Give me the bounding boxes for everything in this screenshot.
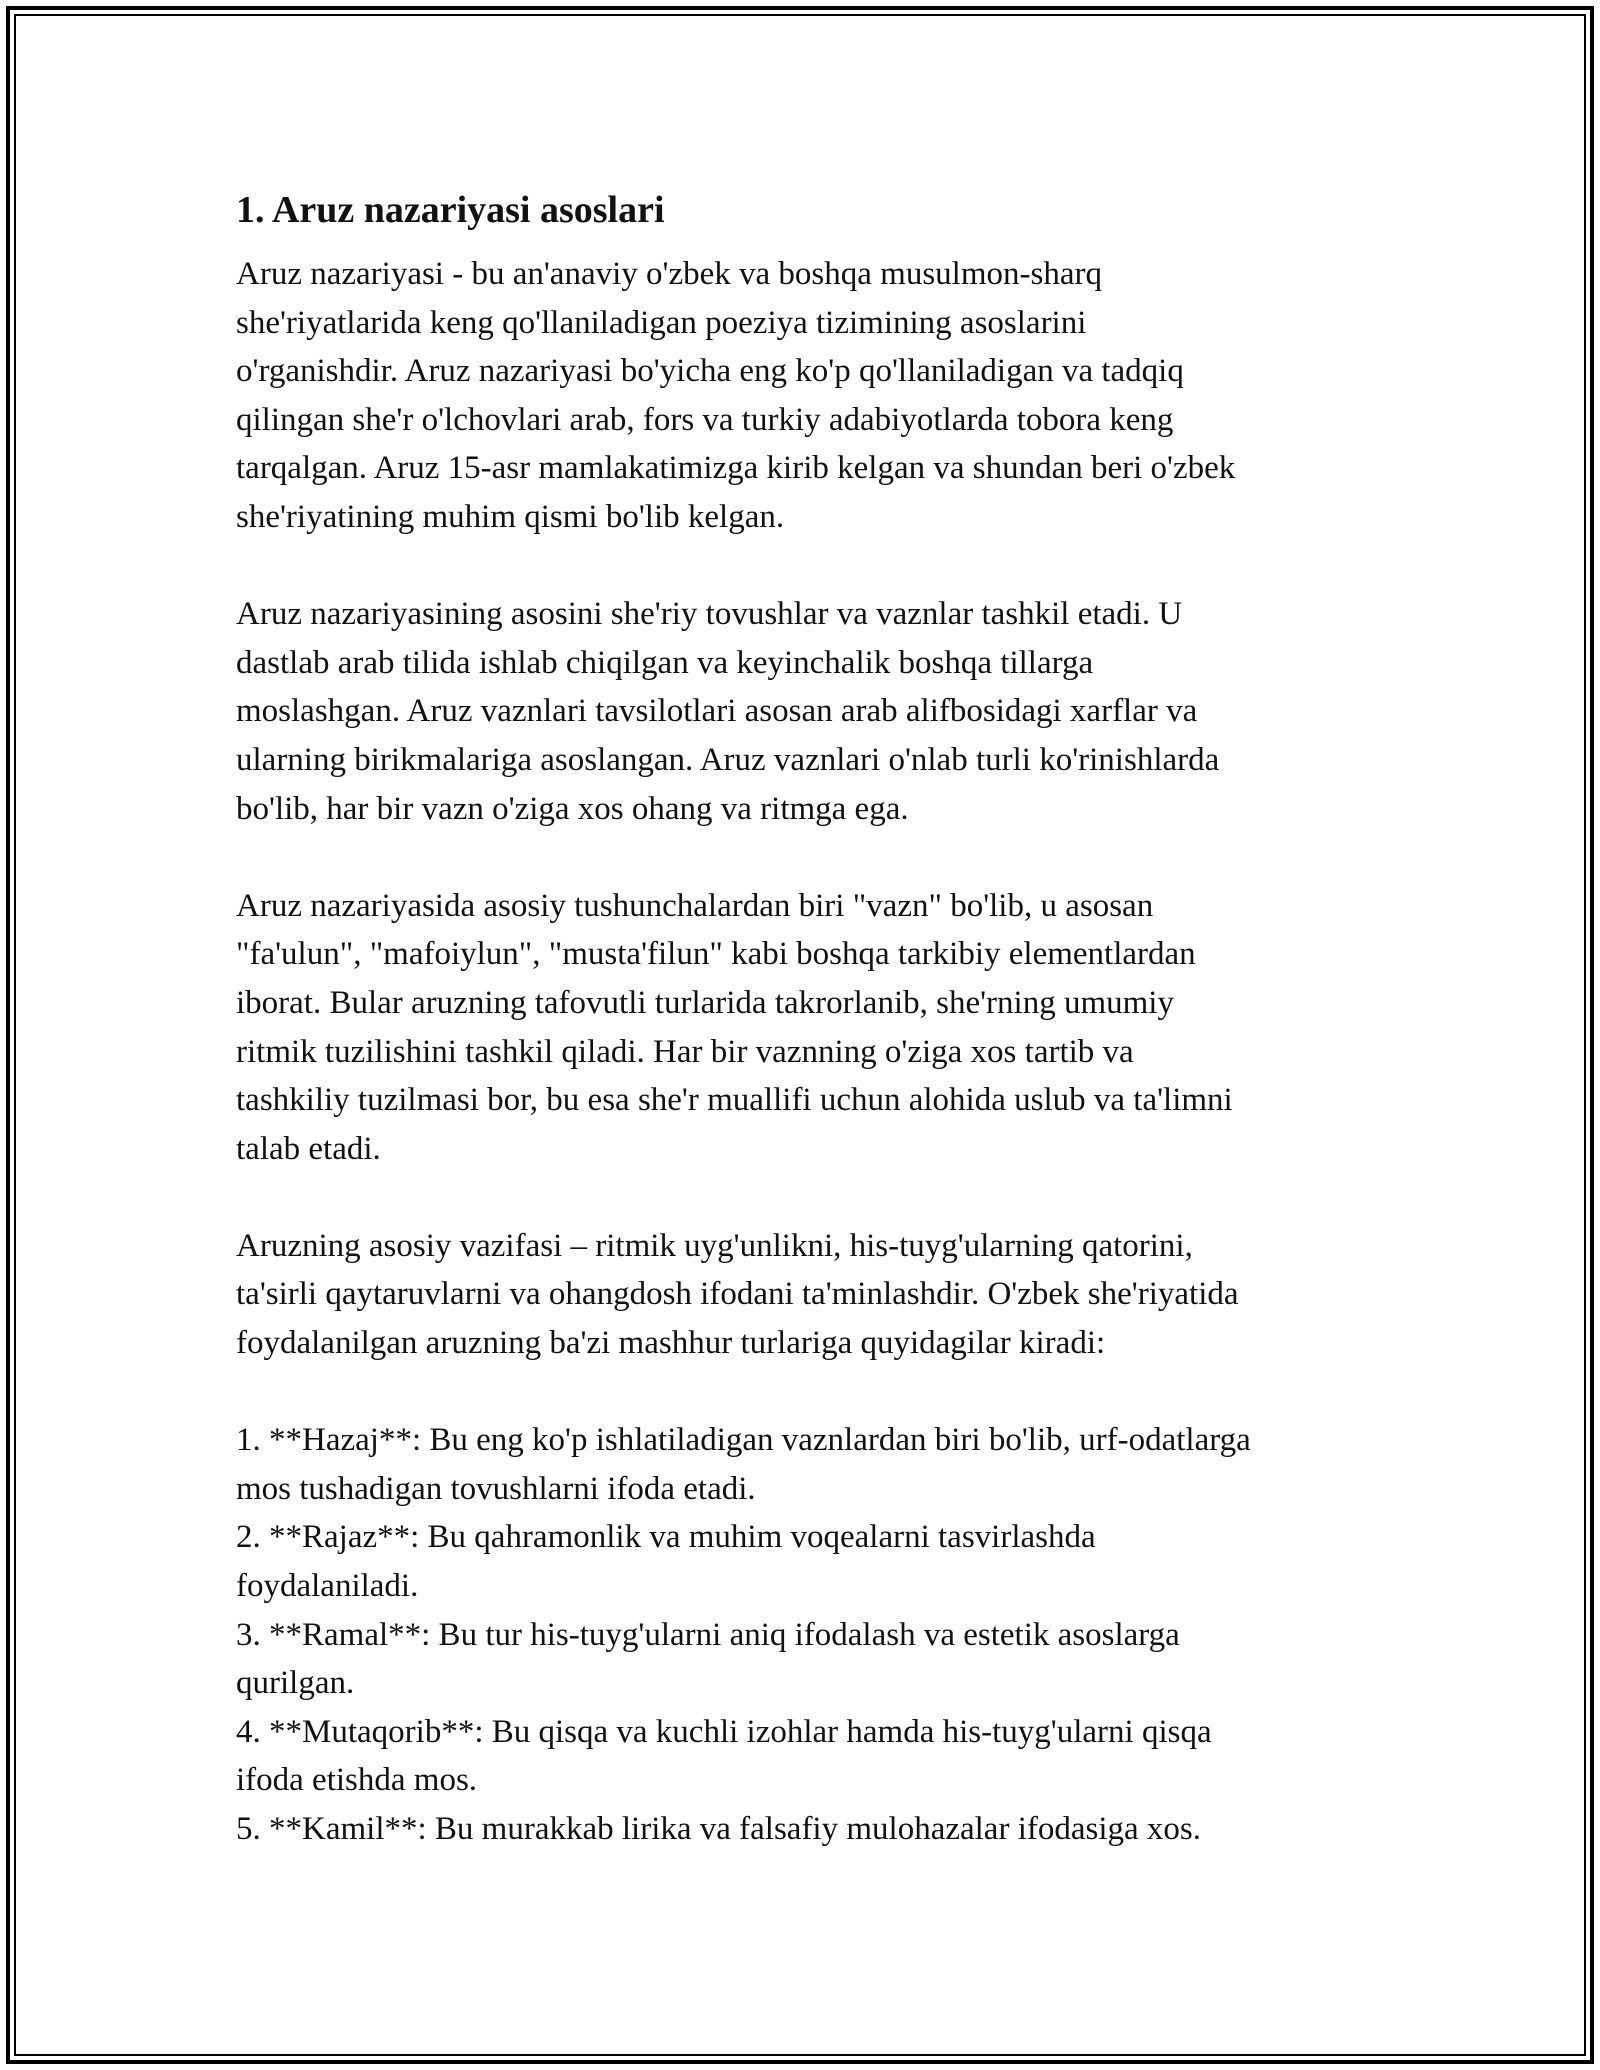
list-item-rajaz: 2. **Rajaz**: Bu qahramonlik va muhim voqealarni tasvirlashda foydalaniladi. (236, 1519, 1096, 1605)
meter-types-list (236, 1416, 1376, 1853)
paragraph-function: Aruzning asosiy vazifasi – ritmik uyg'unlikni, his-tuyg'ularning qatorini, ta'sirli qaytaruvlarni va ohangdosh ifodani ta'minlashdir. O'zbek she'riyatida foydalanilgan aruzning ba'zi mashhur turlariga quyidagilar kiradi: (236, 1227, 1239, 1362)
document-body (236, 186, 1376, 1854)
section-heading: 1. Aruz nazariyasi asoslari (236, 189, 665, 231)
list-item-kamil: 5. **Kamil**: Bu murakkab lirika va falsafiy mulohazalar ifodasiga xos. (236, 1811, 1201, 1847)
list-item-mutaqorib: 4. **Mutaqorib**: Bu qisqa va kuchli izohlar hamda his-tuyg'ularni qisqa ifoda etishda mos. (236, 1713, 1212, 1799)
list-item-hazaj: 1. **Hazaj**: Bu eng ko'p ishlatiladigan vaznlardan biri bo'lib, urf-odatlarga mos tushadigan tovushlarni ifoda etadi. (236, 1422, 1251, 1507)
paragraph-vazn: Aruz nazariyasida asosiy tushunchalardan biri "vazn" bo'lib, u asosan "fa'ulun", "mafoiylun", "musta'filun" kabi boshqa tarkibiy elementlardan iborat. Bular aruzning tafovutli turlarida takrorlanib, she'rning umumiy ritmik tuzilishini tashkil qiladi. Har bir vaznning o'ziga xos tartib va tashkiliy tuzilmasi bor, bu esa she'r muallifi uchun alohida uslub va ta'limni talab etadi. (236, 887, 1233, 1167)
list-item-ramal: 3. **Ramal**: Bu tur his-tuyg'ularni aniq ifodalash va estetik asoslarga qurilgan. (236, 1616, 1180, 1702)
paragraph-basis: Aruz nazariyasining asosini she'riy tovushlar va vaznlar tashkil etadi. U dastlab arab tilida ishlab chiqilgan va keyinchalik boshqa tillarga moslashgan. Aruz vaznlari tavsilotlari asosan arab alifbosidagi xarflar va ularning birikmalariga asoslangan. Aruz vaznlari o'nlab turli ko'rinishlarda bo'lib, har bir vazn o'ziga xos ohang va ritmga ega. (236, 596, 1220, 827)
paragraph-intro: Aruz nazariyasi - bu an'anaviy o'zbek va boshqa musulmon-sharq she'riyatlarida keng qo'llaniladigan poeziya tizimining asoslarini o'rganishdir. Aruz nazariyasi bo'yicha eng ko'p qo'llaniladigan va tadqiq qilingan she'r o'lchovlari arab, fors va turkiy adabiyotlarda tobora keng tarqalgan. Aruz 15-asr mamlakatimizga kirib kelgan va shundan beri o'zbek she'riyatining muhim qismi bo'lib kelgan. (236, 256, 1236, 535)
